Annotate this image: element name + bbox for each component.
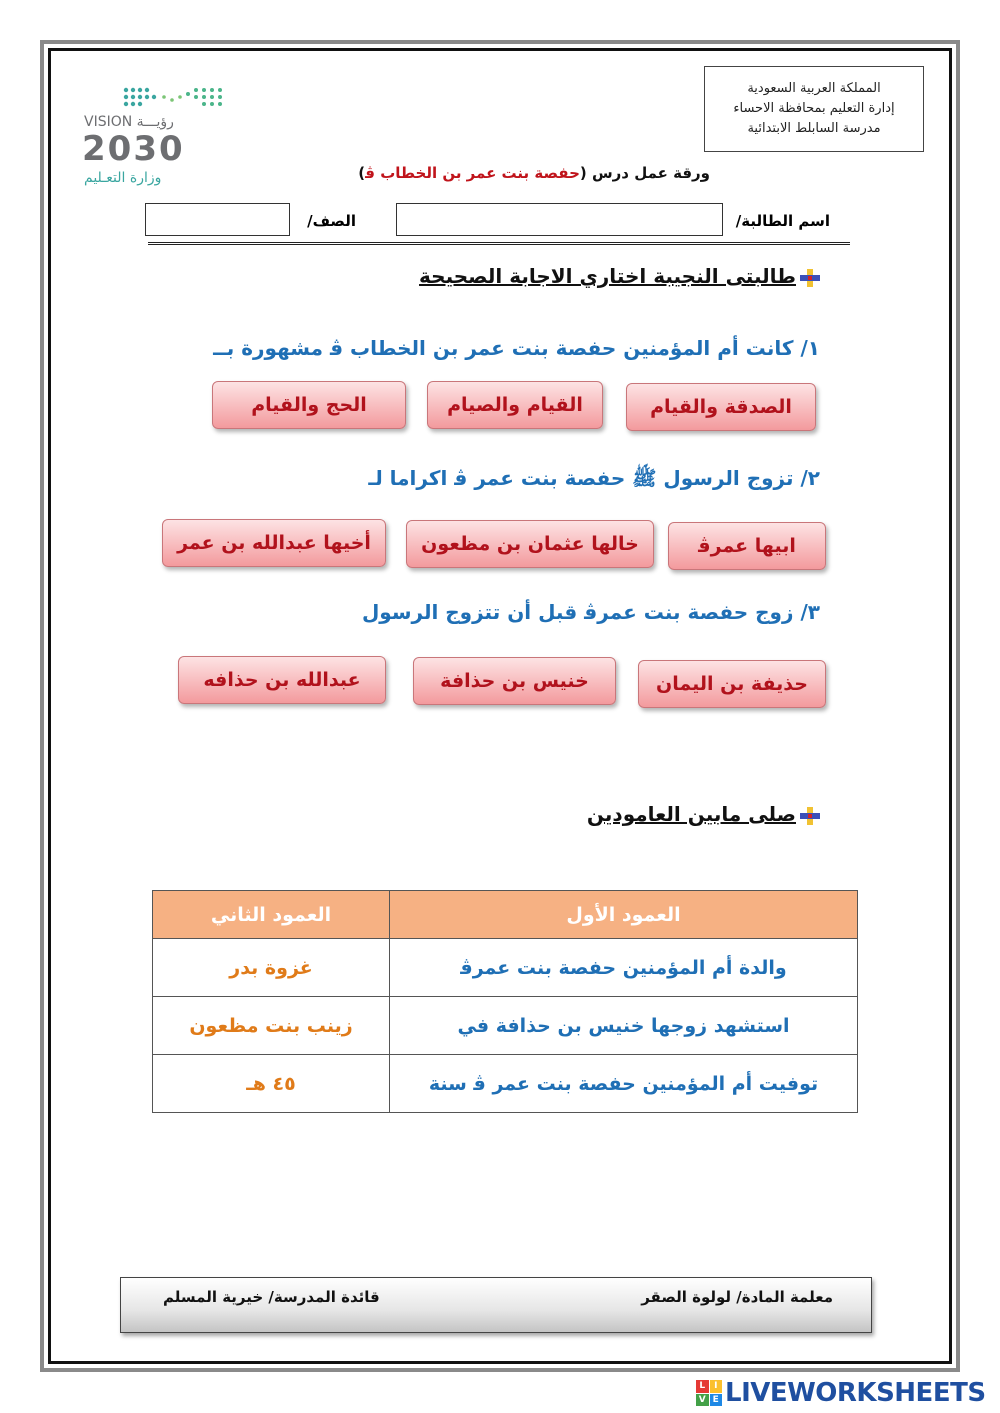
column-1-header: العمود الأول: [390, 891, 858, 939]
q3-option-2[interactable]: خنيس بن حذافة: [413, 657, 616, 705]
worksheet-title: [300, 164, 710, 182]
question-2: ٢/ تزوج الرسول ﷺ حفصة بنت عمر ﭬ اكراما لـ: [368, 466, 820, 490]
logo-dots: [124, 88, 222, 106]
matching-table: [152, 890, 858, 1113]
student-name-label: اسم الطالبة/: [735, 212, 830, 230]
q2-option-2[interactable]: خالها عثمان بن مظعون: [406, 520, 654, 568]
liveworksheets-watermark: [696, 1378, 986, 1408]
class-field[interactable]: [145, 203, 290, 236]
section2-heading: [560, 802, 820, 826]
header-divider: [148, 242, 850, 245]
school-info-department: إدارة التعليم بمحافظة الاحساء: [733, 101, 895, 116]
logo-vision-text: VISION رؤيـــة: [84, 114, 174, 130]
student-name-field[interactable]: [396, 203, 723, 236]
q2-option-1[interactable]: ابيها عمرﭬ: [668, 522, 826, 570]
footer-teacher: معلمة المادة/ لولوة الصقر: [641, 1288, 833, 1306]
question-1: ١/ كانت أم المؤمنين حفصة بنت عمر بن الخطاب ﭬ مشهورة بــ: [213, 336, 820, 360]
match-answer-2[interactable]: زينب بنت مظعون: [153, 997, 390, 1055]
table-row: [153, 939, 858, 997]
question-3: ٣/ زوج حفصة بنت عمرﭬ قبل أن تتزوج الرسول: [361, 600, 820, 624]
match-answer-1[interactable]: غزوة بدر: [153, 939, 390, 997]
bullet-icon: [800, 269, 820, 287]
match-prompt-1[interactable]: والدة أم المؤمنين حفصة بنت عمرﭬ: [390, 939, 858, 997]
table-row: [153, 997, 858, 1055]
school-info-box: [704, 66, 924, 152]
match-prompt-3[interactable]: توفيت أم المؤمنين حفصة بنت عمر ﭬ سنة: [390, 1055, 858, 1113]
school-info-country: المملكة العربية السعودية: [747, 81, 881, 96]
table-row: [153, 1055, 858, 1113]
liveworksheets-text: LIVEWORKSHEETS: [725, 1378, 986, 1408]
footer-signature-box: [120, 1277, 872, 1333]
q2-option-3[interactable]: أخيها عبدالله بن عمر: [162, 519, 386, 567]
q1-option-2[interactable]: القيام والصيام: [427, 381, 603, 429]
title-lesson: حفصة بنت عمر بن الخطاب ﭬ: [365, 164, 580, 182]
q3-option-1[interactable]: حذيفة بن اليمان: [638, 660, 826, 708]
match-answer-3[interactable]: ٤٥ هـ: [153, 1055, 390, 1113]
footer-principal: قائدة المدرسة/ خيرية المسلم: [163, 1288, 380, 1306]
logo-year-text: 2030: [82, 129, 185, 169]
bullet-icon: [800, 807, 820, 825]
section1-heading: [380, 264, 820, 288]
section2-heading-text: صلى مابين العامودين: [586, 802, 796, 826]
class-label: الصف/: [307, 212, 356, 230]
title-prefix: ورقة عمل درس (: [579, 164, 710, 182]
q1-option-3[interactable]: الحج والقيام: [212, 381, 406, 429]
school-info-school: مدرسة السابلط الابتدائية: [747, 121, 881, 136]
vision-2030-logo: [80, 80, 240, 190]
table-header-row: [153, 891, 858, 939]
liveworksheets-logo-icon: L I V E: [696, 1380, 722, 1406]
q1-option-1[interactable]: الصدقة والقيام: [626, 383, 816, 431]
q3-option-3[interactable]: عبدالله بن حذافه: [178, 656, 386, 704]
column-2-header: العمود الثاني: [153, 891, 390, 939]
match-prompt-2[interactable]: استشهد زوجها خنيس بن حذافة في: [390, 997, 858, 1055]
title-suffix: ): [358, 164, 366, 182]
section1-heading-text: طالبتى النجيبة اختاري الاجابة الصحيحة: [419, 264, 796, 288]
logo-ministry-text: وزارة التعـليم: [84, 170, 162, 186]
